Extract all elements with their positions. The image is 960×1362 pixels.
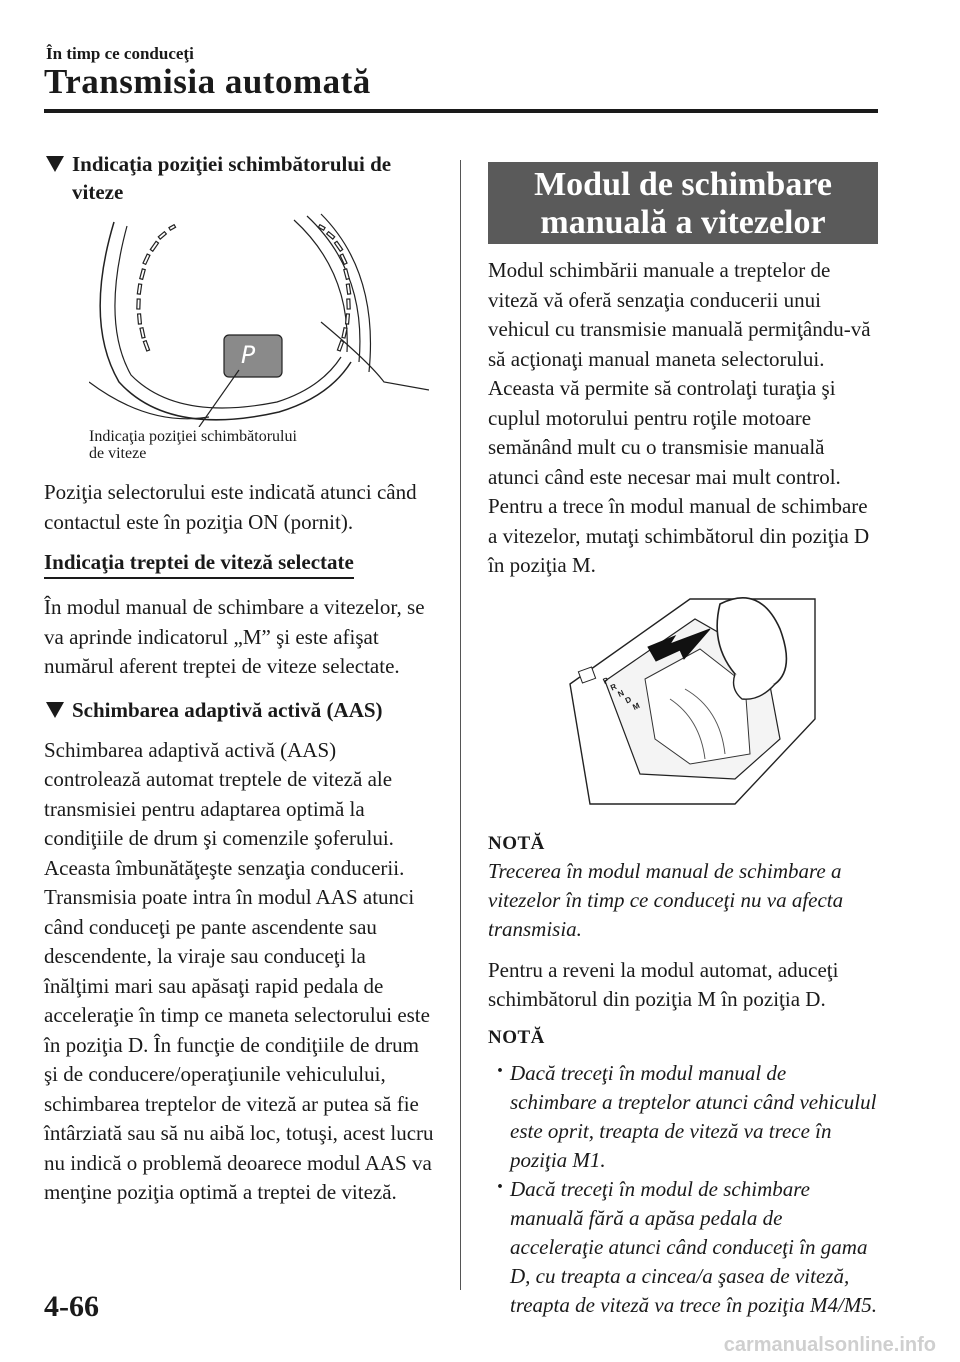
underlined-heading: Indicaţia treptei de viteză selectate — [44, 549, 354, 579]
banner-line-2: manuală a vitezelor — [540, 204, 826, 241]
heading-text: Schimbarea adaptivă activă (AAS) — [72, 697, 383, 722]
note-bullet-item: · Dacă treceţi în modul manual de schimbare a treptelor atunci când vehiculul este oprit, treapta de viteză va trece în poziţia M1. — [504, 1059, 878, 1175]
caption-line-2: de viteze — [89, 445, 147, 462]
paragraph-aas: Schimbarea adaptivă activă (AAS) controlează automat treptele de viteză ale transmisiei pentru adaptarea optimă la condiţiile de drum şi comenzile şoferului. Aceasta îmbunătăţeşte senzaţia conducerii. Transmisia poate intra în modul AAS atunci când conduceţi pe pante ascendente sau descendente, la viraje sau conduceţi la înălţimi mari sau apăsaţi rapid pedala de acceleraţie în timp ce maneta selectorului este în poziţia D. În funcţie de condiţiile de drum şi de conducere/operaţiunile vehiculului, schimbarea treptelor de viteză ar putea să fie întârziată sau să nu aibă loc, totuşi, acest lucru nu indică o problemă deoarece modul AAS va menţine poziţia optimă a treptei de viteză. — [44, 737, 434, 1204]
figure-caption — [89, 428, 389, 462]
note-label: NOTĂ — [488, 832, 545, 854]
gate-label-r: R — [608, 681, 619, 693]
note-block-1 — [488, 833, 878, 944]
shifter-illustration — [560, 589, 820, 819]
caption-line-1: Indicaţia poziţiei schimbătorului — [89, 428, 297, 445]
page-number: 4-66 — [44, 1290, 99, 1323]
note-text: Trecerea în modul manual de schimbare a vitezelor în timp ce conduceţi nu va afecta transmisia. — [488, 858, 844, 941]
gear-display-character: P — [241, 341, 256, 369]
note-label: NOTĂ — [488, 1026, 545, 1048]
column-divider — [460, 160, 461, 1290]
note-block-2 — [488, 1027, 878, 1320]
paragraph-enter-manual-mode: Pentru a trece în modul manual de schimbare a vitezelor, mutaţi schimbătorul din poziţia D în poziţia M. — [488, 494, 870, 577]
gate-label-p: P — [601, 675, 611, 686]
banner-line-1: Modul de schimbare — [534, 166, 832, 203]
heading-aas — [46, 696, 436, 724]
note-bullet-item: · Dacă treceţi în modul de schimbare manuală fără a apăsa pedala de acceleraţie atunci când conduceţi în gama D, cu treapta a cincea/a şasea de viteză, treapta de viteză va trece în poziţia M4/M5. — [504, 1175, 878, 1320]
paragraph-return-automatic: Pentru a reveni la modul automat, aduceţi schimbătorul din poziţia M în poziţia D. — [488, 957, 839, 1011]
watermark: carmanualsonline.info — [723, 1334, 936, 1356]
right-column — [488, 162, 878, 1320]
heading-text: Indicaţia poziţiei schimbătorului de viteze — [72, 152, 392, 204]
cluster-illustration — [89, 212, 429, 427]
paragraph-position-indication: Poziţia selectorului este indicată atunci când contactul este în poziţia ON (pornit). — [44, 480, 417, 534]
section-banner — [488, 162, 878, 244]
paragraph-selected-gear: În modul manual de schimbare a vitezelor, se va aprinde indicatorul „M” şi este afişat numărul aferent treptei de viteze selectate. — [44, 595, 425, 678]
triangle-bullet-icon — [46, 156, 64, 172]
header-rule — [44, 109, 878, 113]
gate-label-m: M — [631, 700, 642, 712]
shifter-figure — [560, 589, 820, 819]
heading-shift-position-indication — [46, 150, 436, 206]
running-header-section: În timp ce conduceţi — [46, 44, 194, 63]
note-bullet-list — [504, 1059, 878, 1320]
heading-selected-gear-indication — [44, 549, 436, 579]
page-title: Transmisia automată — [44, 62, 371, 101]
left-column — [44, 150, 436, 1208]
gate-label-n: N — [616, 687, 626, 699]
paragraph-manual-mode-intro: Modul schimbării manuale a treptelor de viteză vă oferă senzaţia conducerii unui vehicul cu transmisie manuală permiţându-vă să acţionaţi manual maneta selectorului. Aceasta vă permite să controlaţi turaţia şi cuplul motorului pentru roţile motoare semănând mult cu o transmisie manuală atunci când este necesar mai mult control. — [488, 258, 871, 489]
gate-label-d: D — [623, 694, 633, 705]
triangle-bullet-icon — [46, 702, 64, 718]
instrument-cluster-figure — [89, 212, 429, 470]
